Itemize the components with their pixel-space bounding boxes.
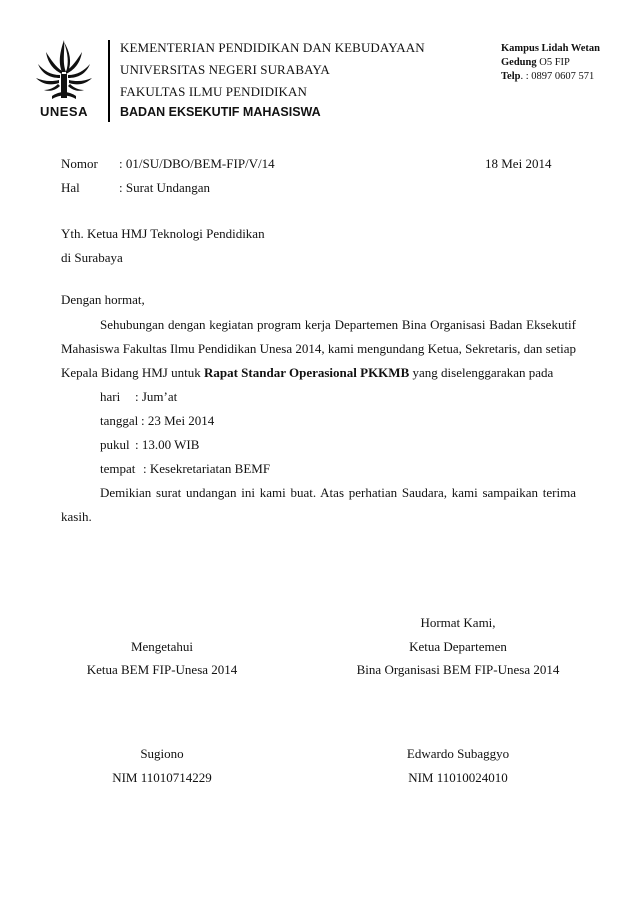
letter-date: 18 Mei 2014 bbox=[485, 156, 552, 171]
telp-value: . : 0897 0607 571 bbox=[520, 71, 595, 82]
right-signatory-name: Edwardo Subaggyo bbox=[406, 746, 510, 761]
schedule-tempat-value: : Kesekretariatan BEMF bbox=[143, 461, 271, 476]
bem-line: BADAN EKSEKUTIF MAHASISWA bbox=[120, 105, 321, 119]
paragraph1-line3-pre: Kepala Bidang HMJ untuk bbox=[61, 365, 204, 380]
schedule-hari-label: hari bbox=[100, 389, 121, 404]
paragraph1-line3-post: yang diselenggarakan pada bbox=[409, 365, 554, 380]
gedung-value: O5 FIP bbox=[539, 57, 570, 68]
schedule-tanggal-label: tanggal bbox=[100, 413, 139, 428]
header-divider bbox=[108, 40, 110, 122]
unesa-emblem-icon bbox=[32, 38, 96, 102]
right-title2: Bina Organisasi BEM FIP-Unesa 2014 bbox=[356, 662, 560, 677]
telp-label: Telp bbox=[501, 71, 521, 82]
recipient-place: di Surabaya bbox=[61, 250, 123, 265]
campus-line: Kampus Lidah Wetan bbox=[501, 43, 601, 54]
right-title1: Ketua Departemen bbox=[409, 639, 507, 654]
paragraph1-line2: Mahasiswa Fakultas Ilmu Pendidikan Unesa 2014, kami mengundang Ketua, Sekretaris, dan setiap bbox=[61, 341, 576, 356]
paragraph1-line3 bbox=[61, 365, 553, 381]
university-line: UNIVERSITAS NEGERI SURABAYA bbox=[120, 62, 330, 77]
schedule-hari-value: : Jum’at bbox=[135, 389, 178, 404]
left-signatory-nim: NIM 11010714229 bbox=[112, 770, 212, 785]
logo-text: UNESA bbox=[39, 104, 88, 119]
left-title2: Ketua BEM FIP-Unesa 2014 bbox=[86, 662, 238, 677]
right-signatory-nim: NIM 11010024010 bbox=[408, 770, 508, 785]
schedule-tempat-label: tempat bbox=[100, 461, 136, 476]
nomor-label: Nomor bbox=[61, 156, 98, 171]
meeting-title: Rapat Standar Operasional PKKMB bbox=[203, 365, 410, 380]
schedule-pukul-label: pukul bbox=[100, 437, 130, 452]
gedung-label: Gedung bbox=[501, 57, 537, 68]
hal-value: : Surat Undangan bbox=[119, 180, 210, 195]
paragraph1-line1: Sehubungan dengan kegiatan program kerja Departemen Bina Organisasi Badan Eksekutif bbox=[100, 317, 576, 332]
unesa-logo bbox=[32, 38, 96, 124]
nomor-value: : 01/SU/DBO/BEM-FIP/V/14 bbox=[119, 156, 275, 171]
schedule-pukul-value: : 13.00 WIB bbox=[135, 437, 200, 452]
right-greeting: Hormat Kami, bbox=[420, 615, 496, 630]
closing-line1: Demikian surat undangan ini kami buat. Atas perhatian Saudara, kami sampaikan terima bbox=[100, 485, 576, 500]
recipient-name: Yth. Ketua HMJ Teknologi Pendidikan bbox=[61, 226, 265, 241]
greeting: Dengan hormat, bbox=[61, 292, 145, 307]
hal-label: Hal bbox=[61, 180, 80, 195]
schedule-tanggal-value: : 23 Mei 2014 bbox=[141, 413, 215, 428]
faculty-line: FAKULTAS ILMU PENDIDIKAN bbox=[120, 84, 307, 99]
left-title1: Mengetahui bbox=[130, 639, 194, 654]
ministry-line: KEMENTERIAN PENDIDIKAN DAN KEBUDAYAAN bbox=[120, 40, 425, 55]
closing-line2: kasih. bbox=[61, 509, 92, 524]
contact-block bbox=[501, 42, 600, 84]
left-signatory-name: Sugiono bbox=[140, 746, 184, 761]
